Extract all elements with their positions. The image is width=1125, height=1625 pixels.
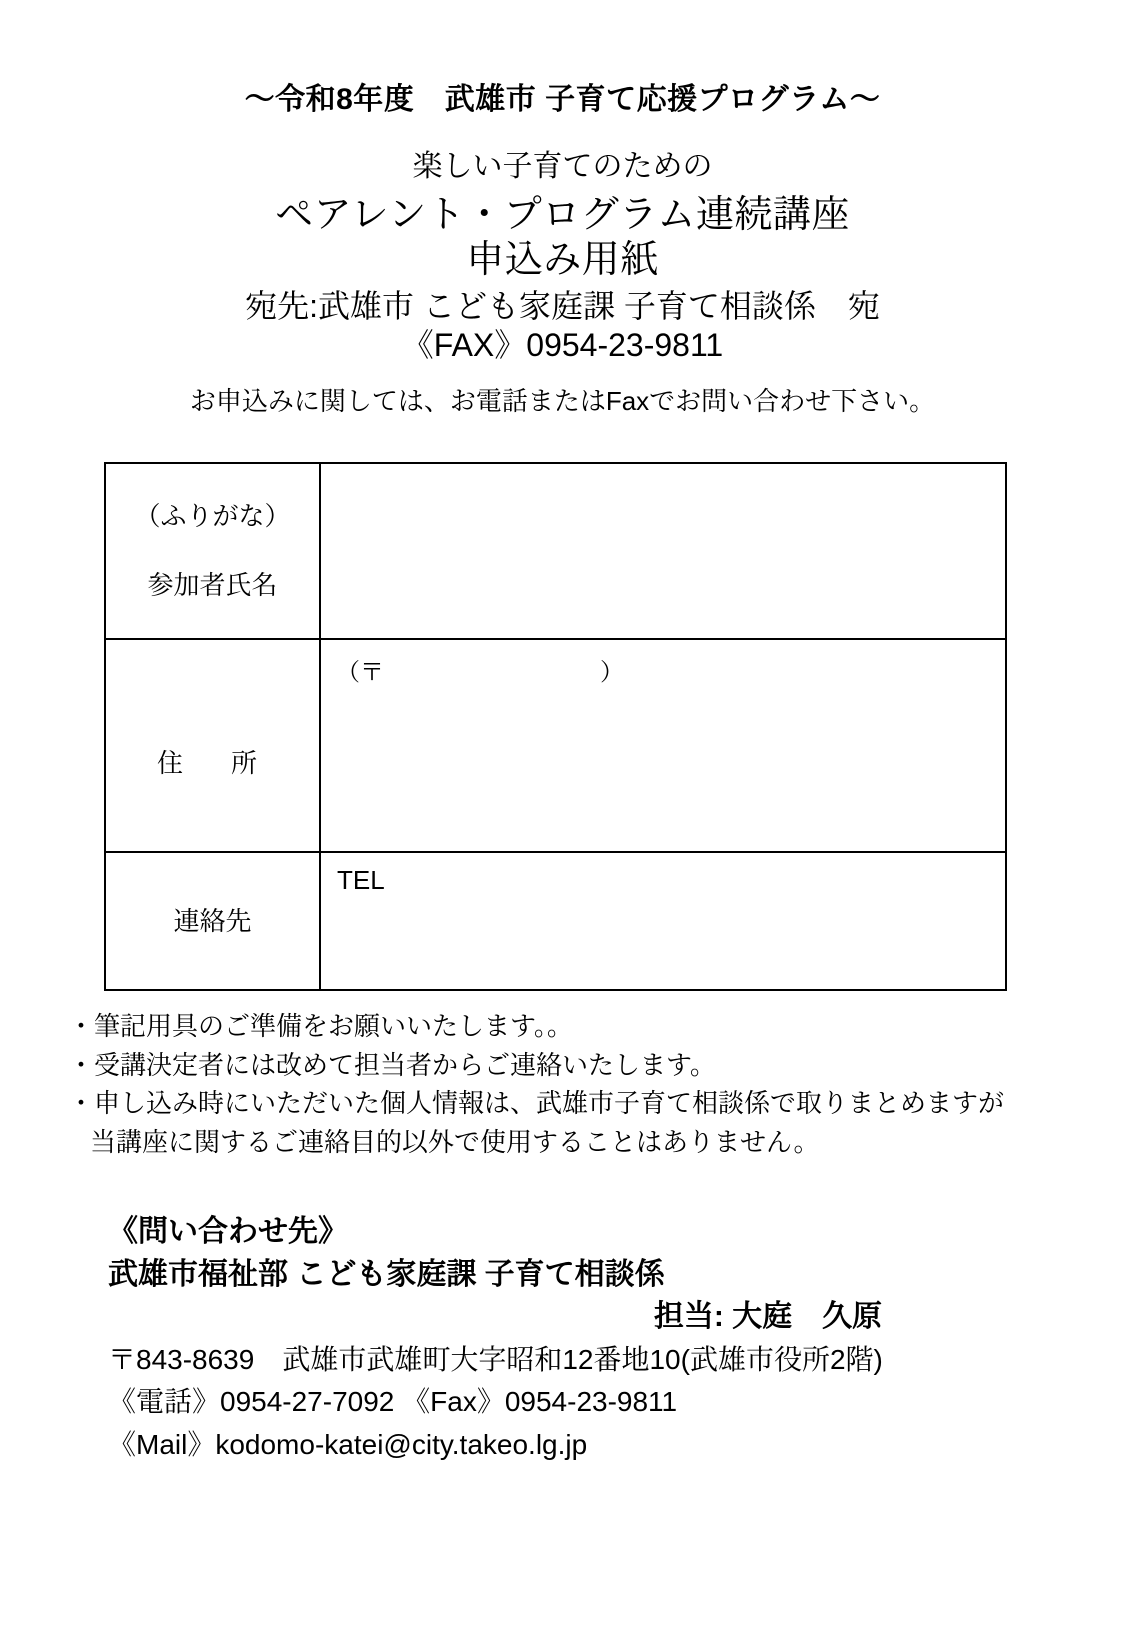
input-address[interactable] — [320, 639, 1006, 852]
form-title-line1: ペアレント・プログラム連続講座 — [275, 194, 850, 236]
label-address — [105, 639, 320, 852]
contact-department: 武雄市福祉部 こども家庭課 子育て相談係 — [108, 1257, 665, 1291]
label-contact-text: 連絡先 — [173, 905, 252, 936]
table-row-contact — [105, 852, 1006, 990]
table-row-participant-name — [105, 463, 1006, 639]
note-item: ・申し込み時にいただいた個人情報は、武雄市子育て相談係で取りまとめますが — [68, 1088, 1005, 1119]
contact-postal-address: 〒843-8639 武雄市武雄町大字昭和12番地10(武雄市役所2階) — [108, 1343, 883, 1375]
label-participant-name — [105, 463, 320, 639]
label-name: 参加者氏名 — [147, 570, 278, 601]
fax-line: 《FAX》0954-23-9811 — [401, 327, 724, 363]
input-telephone[interactable] — [320, 852, 1006, 990]
note-item: ・筆記用具のご準備をお願いいたします。。 — [68, 1011, 573, 1041]
contact-mail: 《Mail》kodomo-katei@city.takeo.lg.jp — [108, 1428, 588, 1460]
note-item: ・受講決定者には改めて担当者からご連絡いたします。 — [68, 1049, 716, 1080]
label-address-text: 住 所 — [156, 747, 268, 778]
form-title-line2: 申込み用紙 — [466, 239, 659, 281]
notes-list — [68, 1008, 1068, 1162]
tel-label: TEL — [337, 865, 385, 896]
note-item-continuation: 当講座に関するご連絡目的以外で使用することはありません。 — [90, 1127, 820, 1158]
contact-heading: 《問い合わせ先》 — [108, 1215, 348, 1248]
contact-person: 担当: 大庭 久原 — [653, 1300, 883, 1334]
program-banner: ～令和8年度 武雄市 子育て応援プログラム～ — [244, 83, 881, 116]
input-participant-name[interactable] — [320, 463, 1006, 639]
table-row-address — [105, 639, 1006, 852]
label-furigana: （ふりがな） — [134, 500, 291, 531]
form-subtitle: 楽しい子育てのための — [412, 150, 713, 183]
postal-code-hint: （〒 ） — [336, 659, 624, 687]
inquiry-note: お申込みに関しては、お電話またはFaxでお問い合わせ下さい。 — [189, 386, 936, 416]
contact-block — [108, 1211, 1108, 1466]
addressee-line: 宛先:武雄市 こども家庭課 子育て相談係 宛 — [245, 288, 880, 324]
label-contact — [105, 852, 320, 990]
contact-phone-fax: 《電話》0954-27-7092 《Fax》0954-23-9811 — [108, 1386, 678, 1418]
application-form-table — [104, 462, 1007, 991]
